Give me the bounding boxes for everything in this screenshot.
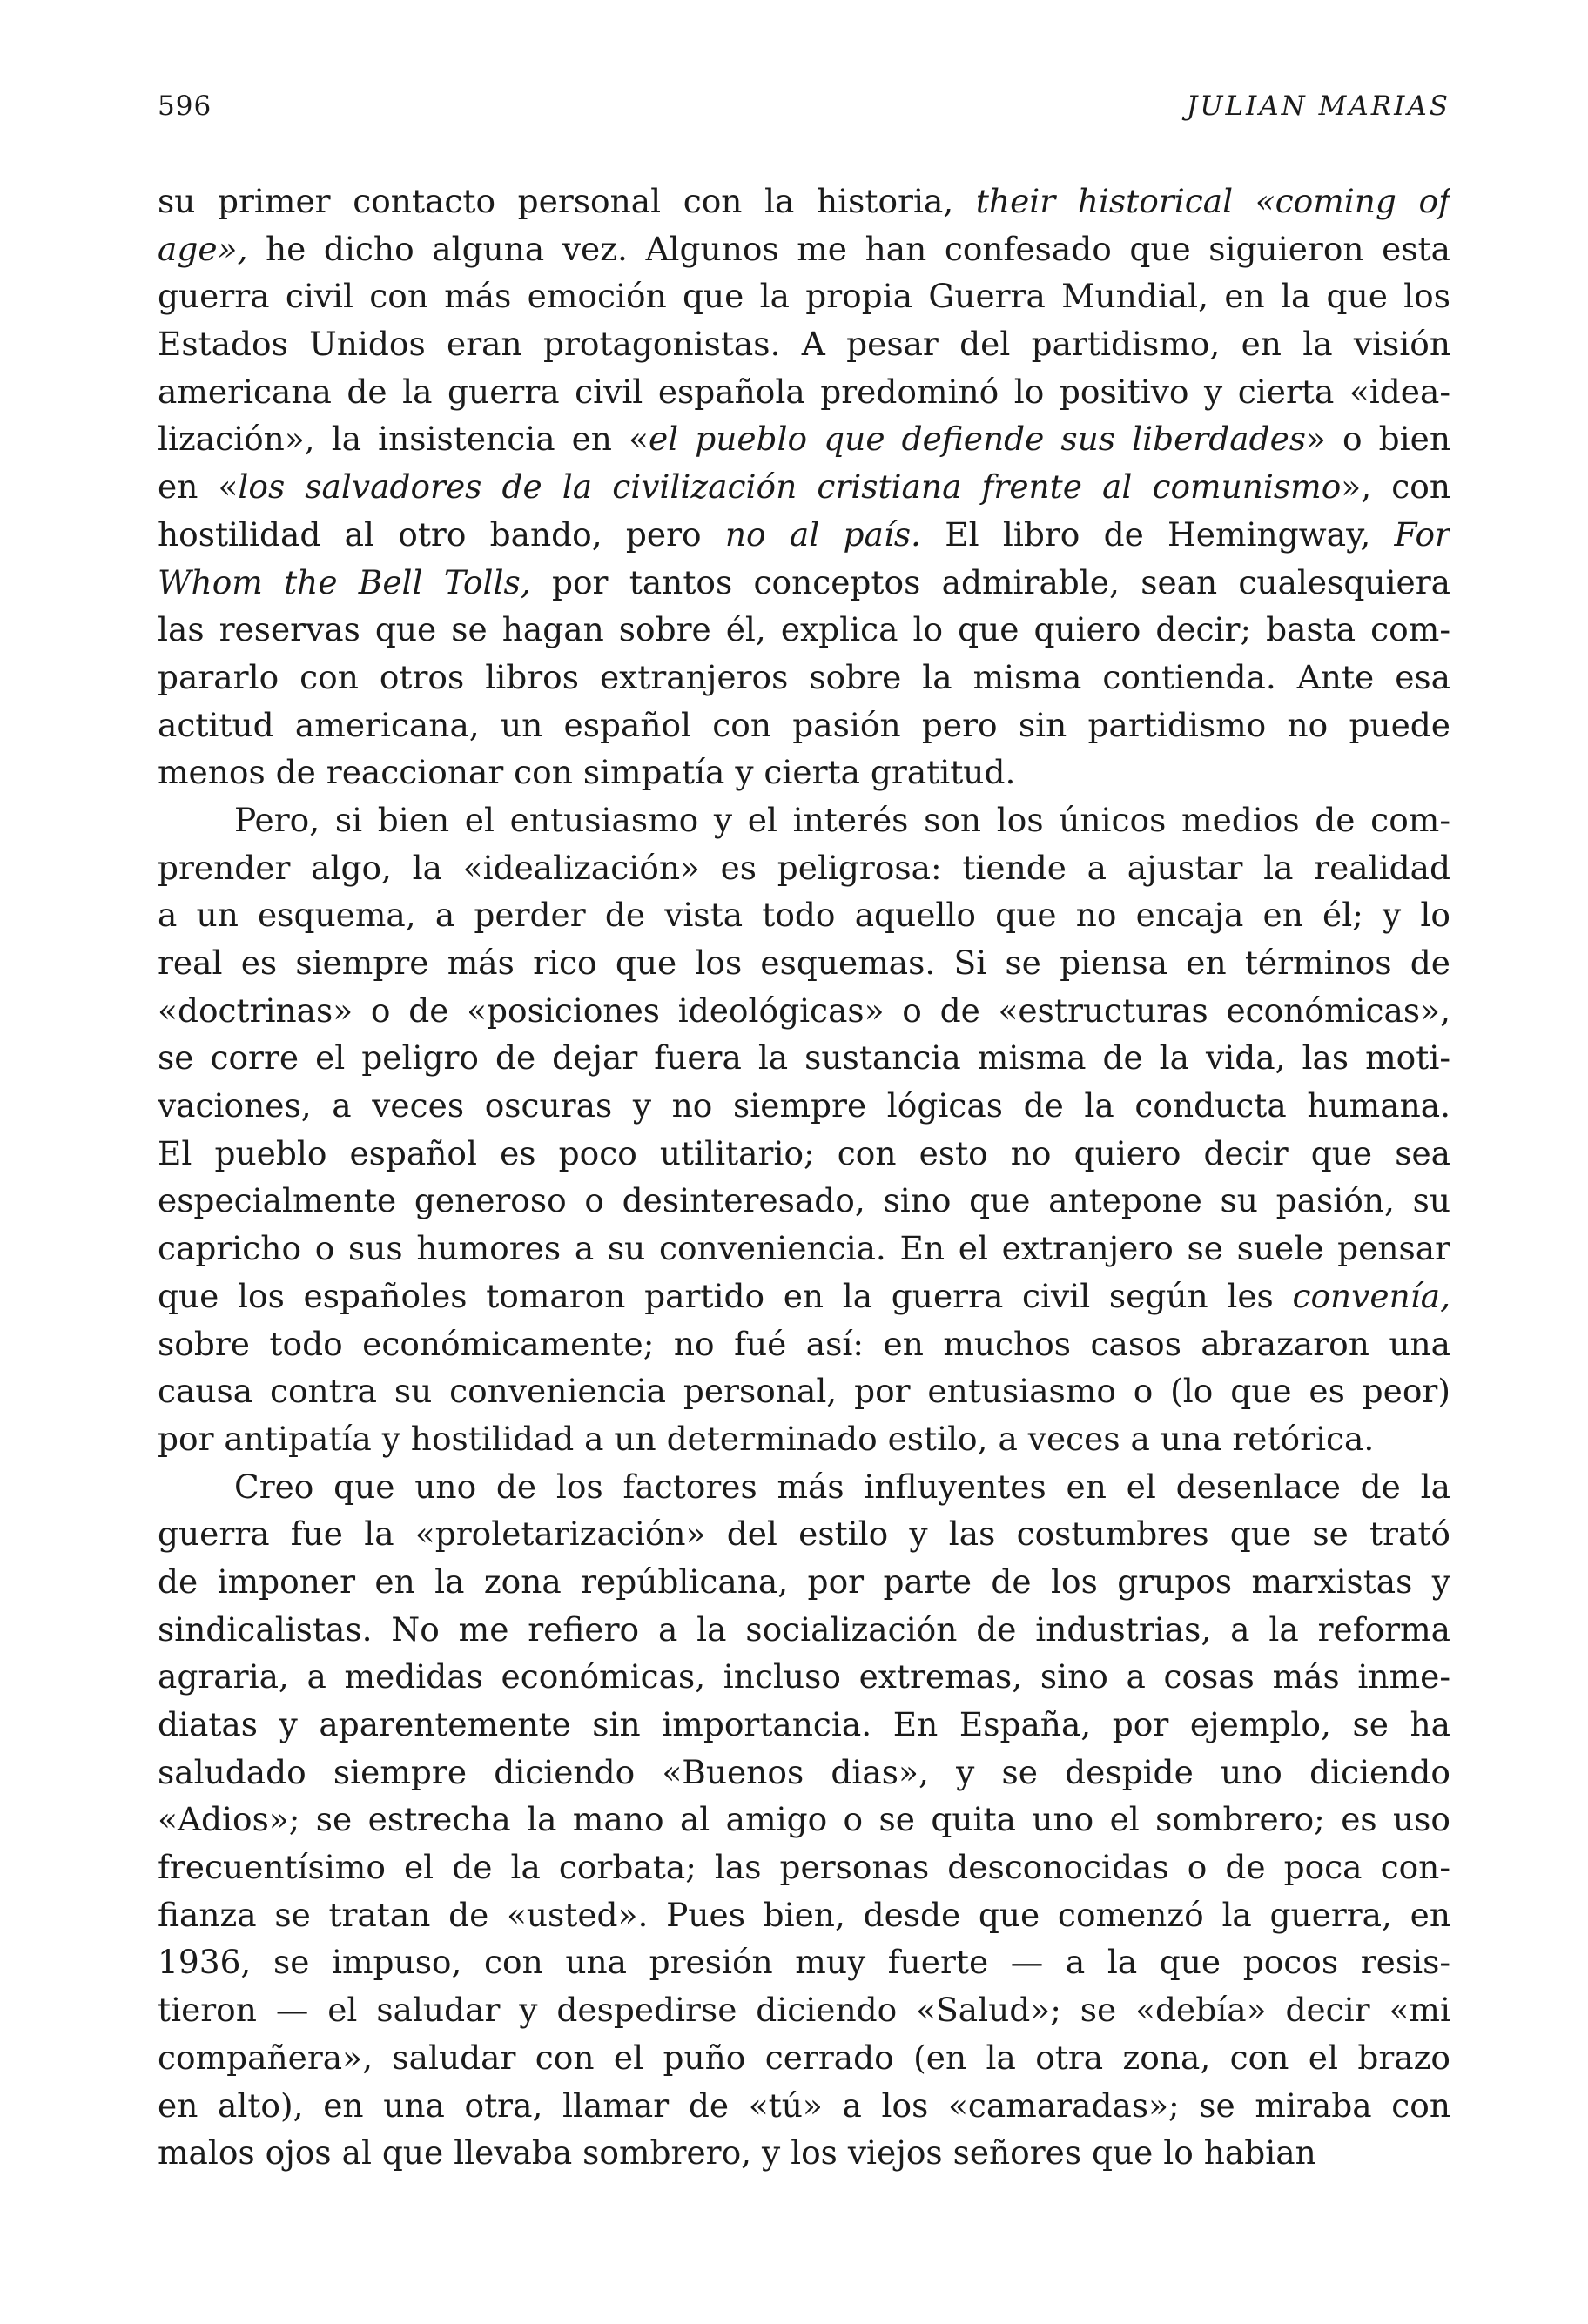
text-line: se corre el peligro de dejar fuera la sustancia misma de la vida, las moti- <box>158 1038 1450 1078</box>
text-line: pararlo con otros libros extranjeros sobre la misma contienda. Ante esa <box>158 657 1450 696</box>
text-line: frecuentísimo el de la corbata; las personas desconocidas o de poca con- <box>158 1848 1450 1887</box>
text-line: diatas y aparentemente sin importancia. En España, por ejemplo, se ha <box>158 1705 1450 1743</box>
italic-phrase: no al país. <box>724 514 921 554</box>
paragraph <box>158 1463 1450 2177</box>
text-line: prender algo, la «idealización» es peligrosa: tiende a ajustar la realidad <box>158 848 1450 887</box>
italic-phrase: convenía, <box>1292 1276 1450 1315</box>
text-line: malos ojos al que llevaba sombrero, y los viejos señores que lo habian <box>158 2133 1316 2173</box>
text-line: que los españoles tomaron partido en la guerra civil según les convenía, <box>158 1276 1450 1315</box>
text-line: tieron — el saludar y despedirse diciendo «Salud»; se «debía» decir «mi <box>158 1991 1450 2030</box>
italic-phrase: Whom the Bell Tolls, <box>158 562 531 601</box>
text-line: guerra fue la «proletarización» del estilo y las costumbres que se trató <box>158 1515 1450 1554</box>
text-line: causa contra su conveniencia personal, por entusiasmo o (lo que es peor) <box>158 1372 1450 1411</box>
text-line: El pueblo español es poco utilitario; con esto no quiero decir que sea <box>158 1133 1450 1172</box>
text-line: a un esquema, a perder de vista todo aquello que no encaja en él; y lo <box>158 896 1450 935</box>
text-line: real es siempre más rico que los esquemas. Si se piensa en términos de <box>158 944 1450 982</box>
body-text <box>158 178 1450 2177</box>
text-line: menos de reaccionar con simpatía y cierta gratitud. <box>158 753 1016 792</box>
text-line: su primer contacto personal con la historia, their historical «coming of <box>158 182 1450 220</box>
text-line: por antipatía y hostilidad a un determinado estilo, a veces a una retórica. <box>158 1419 1375 1458</box>
italic-phrase: their historical «coming of <box>975 182 1450 220</box>
text-line: 1936, se impuso, con una presión muy fuerte — a la que pocos resis- <box>158 1943 1450 1982</box>
text-line: compañera», saludar con el puño cerrado (en la otra zona, con el brazo <box>158 2038 1450 2077</box>
text-line: Estados Unidos eran protagonistas. A pesar del partidismo, en la visión <box>158 325 1450 364</box>
text-line: fianza se tratan de «usted». Pues bien, desde que comenzó la guerra, en <box>158 1895 1450 1934</box>
italic-phrase: For <box>1394 514 1450 554</box>
text-line: guerra civil con más emoción que la propia Guerra Mundial, en la que los <box>158 277 1450 316</box>
text-line: capricho o sus humores a su conveniencia. En el extranjero se suele pensar <box>158 1229 1450 1268</box>
text-line: Creo que uno de los factores más influyentes en el desenlace de la <box>234 1467 1450 1506</box>
text-line: en alto), en una otra, llamar de «tú» a los «camaradas»; se miraba con <box>158 2086 1450 2125</box>
page-number: 596 <box>158 91 212 122</box>
italic-phrase: age», <box>158 229 248 268</box>
text-line: Whom the Bell Tolls, por tantos conceptos admirable, sean cualesquiera <box>158 562 1450 601</box>
running-title: JULIAN MARIAS <box>1186 91 1450 122</box>
text-line: lización», la insistencia en «el pueblo que defiende sus liberdades» o bien <box>158 420 1450 459</box>
text-line: de imponer en la zona repúblicana, por parte de los grupos marxistas y <box>158 1562 1450 1601</box>
text-line: age», he dicho alguna vez. Algunos me han confesado que siguieron esta <box>158 229 1450 268</box>
text-line: «doctrinas» o de «posiciones ideológicas» o de «estructuras económicas», <box>158 991 1450 1030</box>
text-line: vaciones, a veces oscuras y no siempre lógicas de la conducta humana. <box>158 1086 1450 1125</box>
text-line: sobre todo económicamente; no fué así: en muchos casos abrazaron una <box>158 1324 1450 1363</box>
italic-phrase: los salvadores de la civilización cristiana frente al comunismo <box>238 467 1342 507</box>
text-line: especialmente generoso o desinteresado, sino que antepone su pasión, su <box>158 1181 1450 1220</box>
text-line: «Adios»; se estrecha la mano al amigo o se quita uno el sombrero; es uso <box>158 1800 1450 1839</box>
text-line: en «los salvadores de la civilización cristiana frente al comunismo», con <box>158 467 1450 507</box>
text-line: actitud americana, un español con pasión pero sin partidismo no puede <box>158 705 1450 744</box>
text-line: americana de la guerra civil española predominó lo positivo y cierta «idea- <box>158 372 1450 411</box>
text-line: las reservas que se hagan sobre él, explica lo que quiero decir; basta com- <box>158 610 1450 649</box>
paragraph <box>158 796 1450 1463</box>
text-line: agraria, a medidas económicas, incluso extremas, sino a cosas más inme- <box>158 1657 1450 1696</box>
running-head <box>158 91 1450 132</box>
italic-phrase: el pueblo que defiende sus liberdades <box>648 420 1307 459</box>
text-line: hostilidad al otro bando, pero no al país. El libro de Hemingway, For <box>158 514 1450 554</box>
text-line: saludado siempre diciendo «Buenos dias», y se despide uno diciendo <box>158 1752 1450 1791</box>
paragraph <box>158 178 1450 796</box>
text-line: sindicalistas. No me refiero a la socialización de industrias, a la reforma <box>158 1609 1450 1649</box>
text-line: Pero, si bien el entusiasmo y el interés son los únicos medios de com- <box>234 800 1450 839</box>
